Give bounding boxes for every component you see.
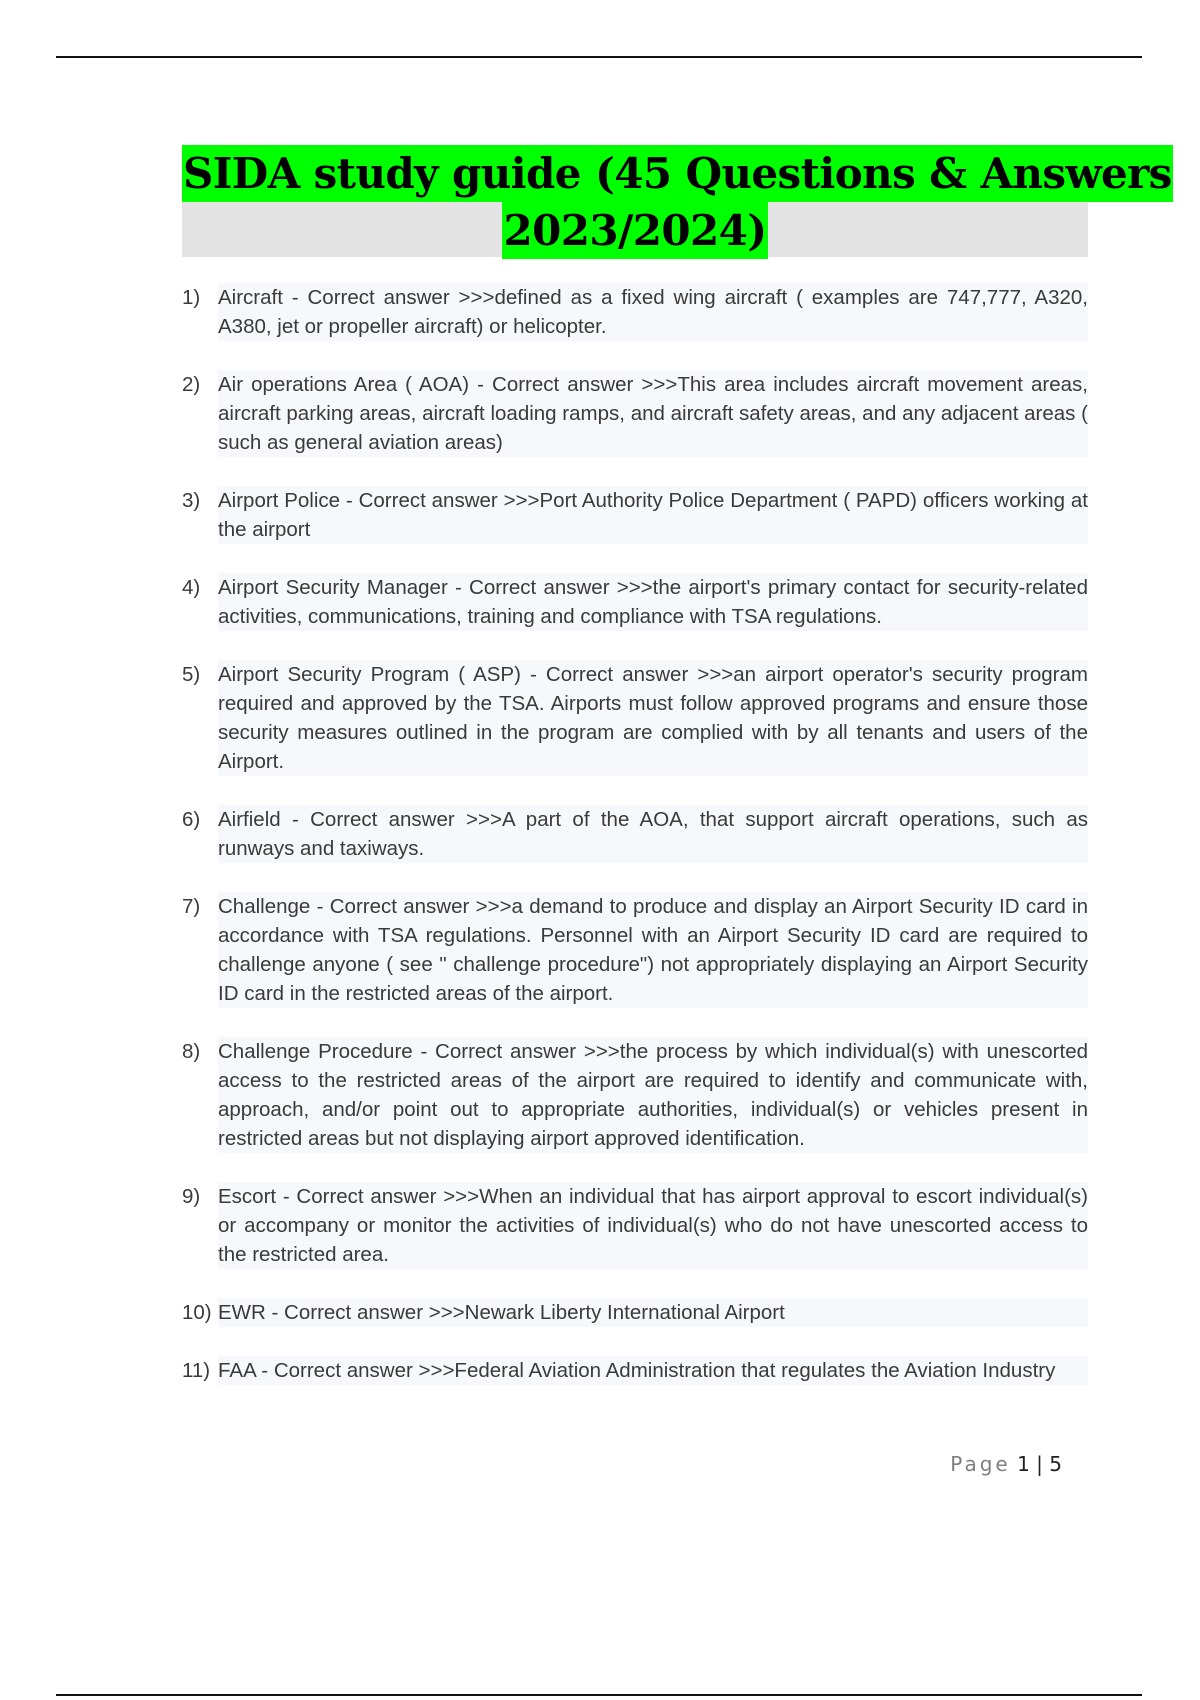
qa-number: 5) bbox=[182, 663, 201, 686]
page-label: Page bbox=[950, 1452, 1011, 1476]
qa-text: Escort - Correct answer >>>When an individual that has airport approval to escort individual(s) or accompany or monitor the activities of individual(s) who do not have unescorted access to the restricted area. bbox=[218, 1182, 1088, 1269]
qa-number: 7) bbox=[182, 895, 201, 918]
qa-number: 9) bbox=[182, 1185, 201, 1208]
qa-text: Airfield - Correct answer >>>A part of the AOA, that support aircraft operations, such as runways and taxiways. bbox=[218, 805, 1088, 863]
bottom-rule bbox=[56, 1694, 1142, 1696]
qa-text: EWR - Correct answer >>>Newark Liberty International Airport bbox=[218, 1298, 1088, 1327]
qa-text: Aircraft - Correct answer >>>defined as a fixed wing aircraft ( examples are 747,777, A320, A380, jet or propeller aircraft) or helicopter. bbox=[218, 283, 1088, 341]
qa-item-8 bbox=[182, 1037, 1088, 1153]
title-line-1: SIDA study guide (45 Questions & Answers bbox=[182, 145, 1173, 202]
qa-number: 3) bbox=[182, 489, 201, 512]
qa-number: 8) bbox=[182, 1040, 201, 1063]
page-separator: | bbox=[1036, 1452, 1043, 1476]
title-line-2: 2023/2024) bbox=[502, 202, 767, 259]
qa-number: 4) bbox=[182, 576, 201, 599]
total-pages: 5 bbox=[1049, 1452, 1062, 1476]
qa-text: FAA - Correct answer >>>Federal Aviation Administration that regulates the Aviation Industry bbox=[218, 1356, 1088, 1385]
qa-item-9 bbox=[182, 1182, 1088, 1269]
qa-item-2 bbox=[182, 370, 1088, 457]
qa-text: Airport Police - Correct answer >>>Port Authority Police Department ( PAPD) officers working at the airport bbox=[218, 486, 1088, 544]
qa-list bbox=[182, 283, 1088, 1414]
qa-number: 11) bbox=[182, 1359, 211, 1382]
page-footer bbox=[950, 1452, 1062, 1476]
qa-number: 6) bbox=[182, 808, 201, 831]
qa-item-11 bbox=[182, 1356, 1088, 1385]
document-title bbox=[182, 145, 1172, 257]
qa-item-7 bbox=[182, 892, 1088, 1008]
qa-text: Challenge Procedure - Correct answer >>>the process by which individual(s) with unescorted access to the restricted areas of the airport are required to identify and communicate with, approach, and/or point out to appropriate authorities, individual(s) or vehicles present in restricted areas but not displaying airport approved identification. bbox=[218, 1037, 1088, 1153]
qa-item-4 bbox=[182, 573, 1088, 631]
top-rule bbox=[56, 56, 1142, 58]
qa-item-6 bbox=[182, 805, 1088, 863]
qa-item-3 bbox=[182, 486, 1088, 544]
qa-number: 1) bbox=[182, 286, 201, 309]
page-number: 1 bbox=[1017, 1452, 1030, 1476]
qa-number: 10) bbox=[182, 1301, 212, 1324]
qa-item-1 bbox=[182, 283, 1088, 341]
qa-text: Airport Security Program ( ASP) - Correct answer >>>an airport operator's security program required and approved by the TSA. Airports must follow approved programs and ensure those security measures outlined in the program are complied with by all tenants and users of the Airport. bbox=[218, 660, 1088, 776]
qa-item-10 bbox=[182, 1298, 1088, 1327]
qa-text: Air operations Area ( AOA) - Correct answer >>>This area includes aircraft movement areas, aircraft parking areas, aircraft loading ramps, and aircraft safety areas, and any adjacent areas ( such as general aviation areas) bbox=[218, 370, 1088, 457]
qa-item-5 bbox=[182, 660, 1088, 776]
qa-number: 2) bbox=[182, 373, 201, 396]
qa-text: Airport Security Manager - Correct answer >>>the airport's primary contact for security-related activities, communications, training and compliance with TSA regulations. bbox=[218, 573, 1088, 631]
qa-text: Challenge - Correct answer >>>a demand to produce and display an Airport Security ID card in accordance with TSA regulations. Personnel with an Airport Security ID card are required to challenge anyone ( see " challenge procedure") not appropriately displaying an Airport Security ID card in the restricted areas of the airport. bbox=[218, 892, 1088, 1008]
